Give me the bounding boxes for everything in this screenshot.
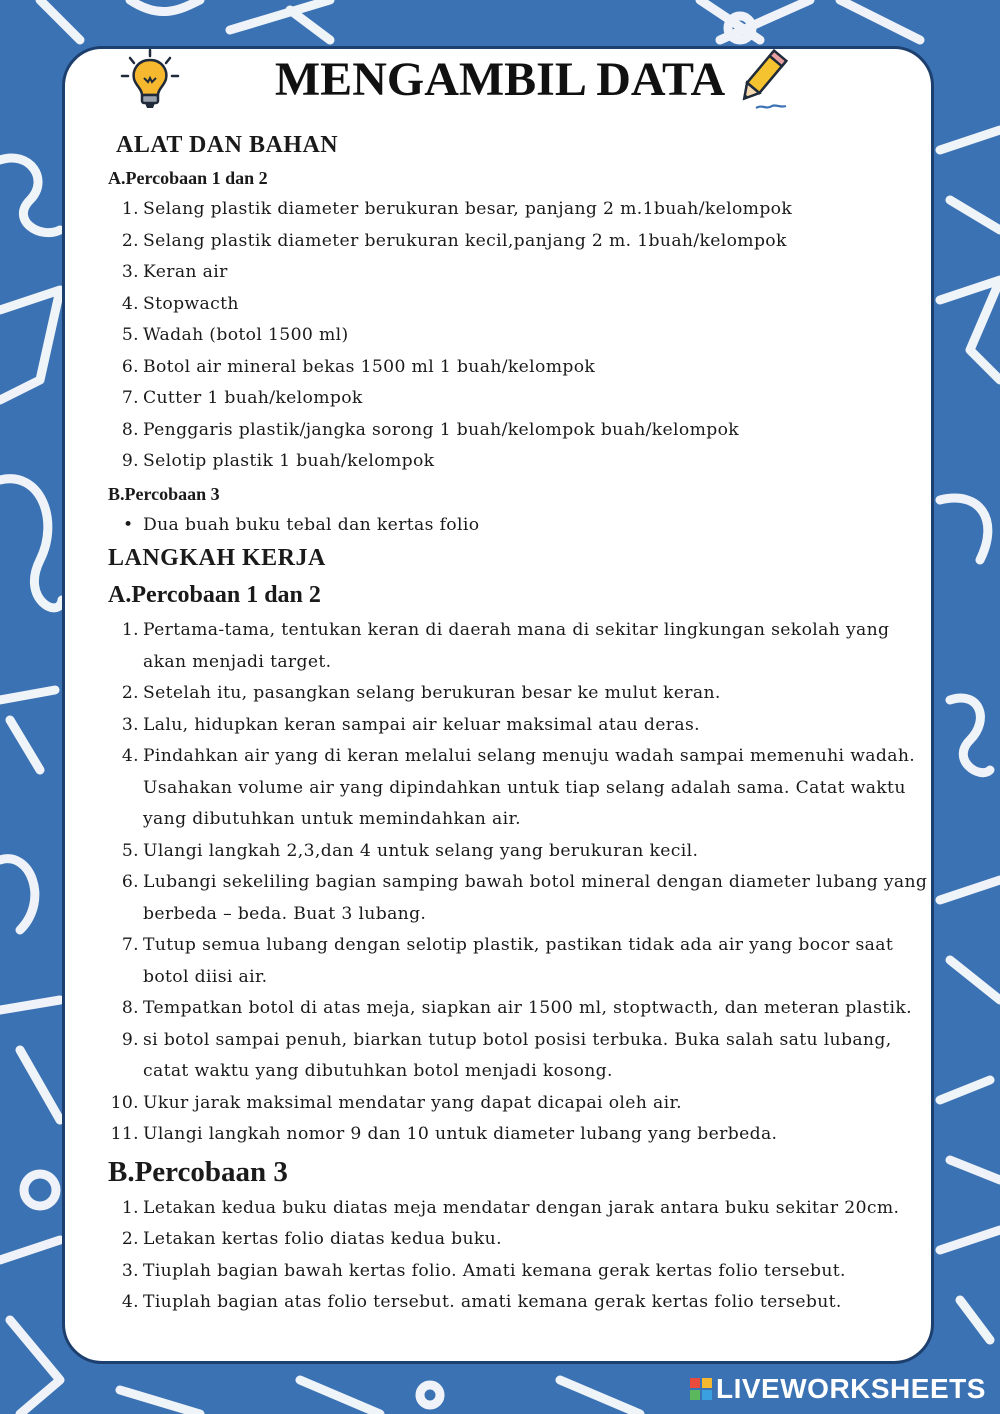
bullet-icon: • xyxy=(123,514,134,535)
list-item: 1. Selang plastik diameter berukuran besar, panjang 2 m.1buah/kelompok xyxy=(121,199,793,219)
alat-percobaan-3-heading: B.Percobaan 3 xyxy=(108,483,220,504)
list-item: 3. Lalu, hidupkan keran sampai air keluar maksimal atau deras. xyxy=(121,714,700,735)
list-item: 7. Cutter 1 buah/kelompok xyxy=(121,388,363,408)
list-item: 4. Stopwacth xyxy=(121,293,239,314)
list-item: 11. Ulangi langkah nomor 9 dan 10 untuk diameter lubang yang berbeda. xyxy=(110,1124,778,1144)
list-item: 9. Selotip plastik 1 buah/kelompok xyxy=(121,451,435,471)
list-item: 3. Keran air xyxy=(121,262,228,282)
alat-list-percobaan-3 xyxy=(108,510,938,542)
page-title: MENGAMBIL DATA xyxy=(274,53,726,106)
list-item: 4. Pindahkan air yang di keran melalui selang menuju wadah sampai memenuhi wadah. Usahakan volume air yang dipindahkan untuk tiap selang adalah sama. Catat waktu yang dibutuhkan untuk memindahkan air. xyxy=(121,746,916,829)
liveworksheets-watermark[interactable] xyxy=(690,1373,986,1405)
list-item: 2. Letakan kertas folio diatas kedua buku. xyxy=(121,1229,502,1249)
list-item: 6. Botol air mineral bekas 1500 ml 1 buah/kelompok xyxy=(121,356,596,377)
list-item: 5. Wadah (botol 1500 ml) xyxy=(121,325,349,345)
list-item: 6. Lubangi sekeliling bagian samping bawah botol mineral dengan diameter lubang yang berbeda – beda. Buat 3 lubang. xyxy=(121,872,928,924)
list-item: 2. Selang plastik diameter berukuran kecil,panjang 2 m. 1buah/kelompok xyxy=(121,230,787,251)
watermark-text: LIVEWORKSHEETS xyxy=(716,1373,986,1404)
langkah-list-percobaan-3 xyxy=(108,1193,938,1319)
langkah-percobaan-1-2-heading: A.Percobaan 1 dan 2 xyxy=(108,582,321,608)
list-item: • Dua buah buku tebal dan kertas folio xyxy=(108,510,938,542)
liveworksheets-logo-icon xyxy=(690,1378,712,1400)
list-item: 10. Ukur jarak maksimal mendatar yang dapat dicapai oleh air. xyxy=(110,1092,682,1113)
list-item: 2. Setelah itu, pasangkan selang berukuran besar ke mulut keran. xyxy=(121,683,721,703)
worksheet-content xyxy=(108,128,938,1319)
langkah-list-percobaan-1-2 xyxy=(108,615,938,1151)
list-item: 8. Tempatkan botol di atas meja, siapkan air 1500 ml, stoptwacth, dan meteran plastik. xyxy=(121,998,912,1018)
list-item: 1. Pertama-tama, tentukan keran di daerah mana di sekitar lingkungan sekolah yang akan menjadi target. xyxy=(121,620,890,672)
list-item: 4. Tiuplah bagian atas folio tersebut. amati kemana gerak kertas folio tersebut. xyxy=(121,1292,842,1312)
alat-percobaan-1-2-heading: A.Percobaan 1 dan 2 xyxy=(108,168,268,188)
alat-list-percobaan-1-2 xyxy=(108,194,938,478)
langkah-percobaan-3-heading: B.Percobaan 3 xyxy=(108,1155,288,1188)
list-item: 9. si botol sampai penuh, biarkan tutup botol posisi terbuka. Buka salah satu lubang, catat waktu yang dibutuhkan botol menjadi kosong. xyxy=(121,1029,892,1081)
pencil-icon xyxy=(726,48,792,114)
langkah-kerja-heading: LANGKAH KERJA xyxy=(108,545,326,571)
list-item: 7. Tutup semua lubang dengan selotip plastik, pastikan tidak ada air yang bocor saat botol diisi air. xyxy=(121,935,894,987)
list-item: 5. Ulangi langkah 2,3,dan 4 untuk selang yang berukuran kecil. xyxy=(121,840,699,861)
list-item: 8. Penggaris plastik/jangka sorong 1 buah/kelompok buah/kelompok xyxy=(121,419,740,440)
list-item: 1. Letakan kedua buku diatas meja mendatar dengan jarak antara buku sekitar 20cm. xyxy=(121,1197,900,1218)
alat-bahan-heading: ALAT DAN BAHAN xyxy=(116,132,339,158)
list-item: 3. Tiuplah bagian bawah kertas folio. Amati kemana gerak kertas folio tersebut. xyxy=(121,1260,846,1281)
